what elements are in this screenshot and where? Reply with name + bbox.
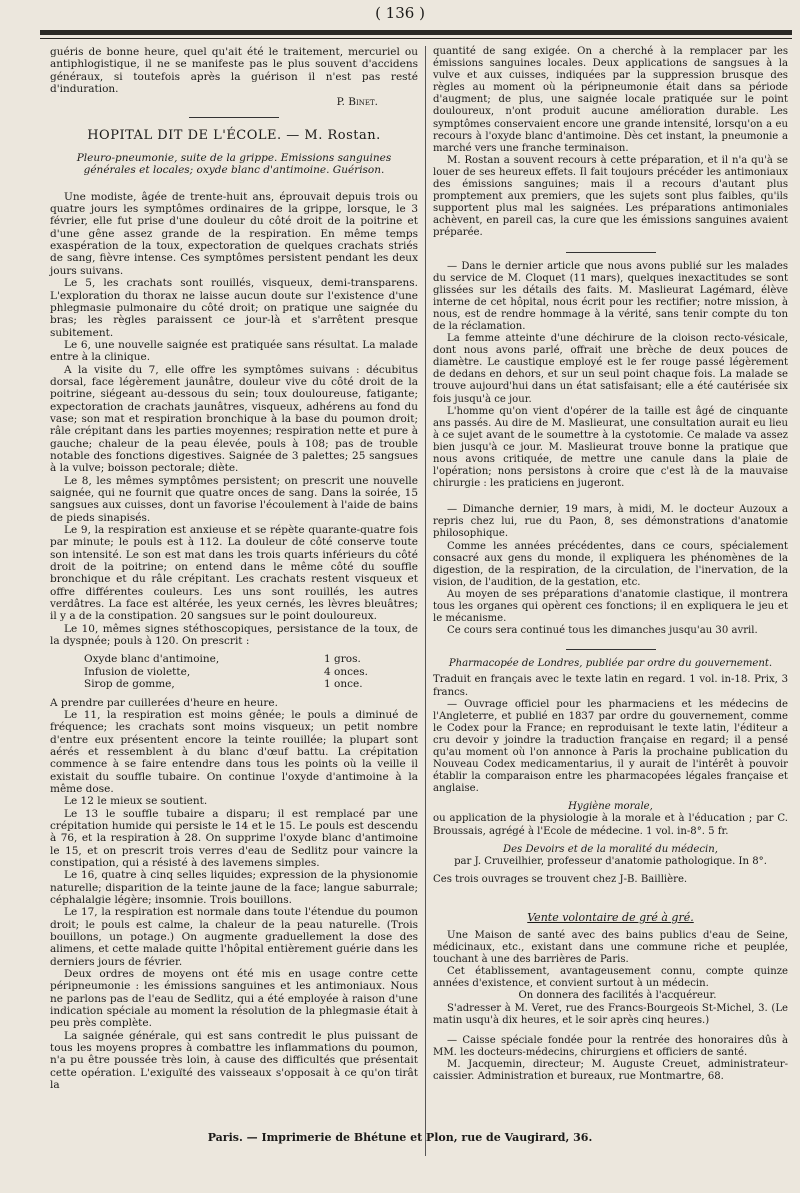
news-paragraph: — Dimanche dernier, 19 mars, à midi, M. le docteur Auzoux a repris chez lui, rue du Paon, 8, ses démonstrations d'anatomie philosophique. [433, 504, 788, 540]
printer-footer: Paris. — Imprimerie de Bhétune et Plon, rue de Vaugirard, 36. [207, 1131, 593, 1144]
drug-name: Sirop de gomme, [84, 678, 175, 691]
case-title: Pleuro-pneumonie, suite de la grippe. Emissions sanguines générales et locales; oxyde blanc d'antimoine. Guérison. [76, 152, 392, 177]
case-paragraph: La saignée générale, qui est sans contredit le plus puissant de tous les moyens propres à combattre les inflammations du poumon, n'a pu être poussée très loin, à cause des difficultés que présentait cette opération. L'exiguïté des vaisseaux s'opposait à ce qu'on tirât la [50, 1029, 418, 1092]
prescription-row [84, 678, 384, 690]
case-paragraph: Le 10, mêmes signes stéthoscopiques, persistance de la toux, de la dyspnée; pouls à 120. On prescrit : [50, 622, 418, 648]
case-paragraph: A prendre par cuillerées d'heure en heure. [50, 696, 278, 709]
header-rule-thick [40, 30, 792, 35]
pharmacopee-paragraph: Traduit en français avec le texte latin en regard. 1 vol. in-18. Prix, 3 francs. [433, 674, 788, 698]
caisse-paragraph: — Caisse spéciale fondée pour la rentrée des honoraires dûs à MM. les docteurs-médecins, chirurgiens et officiers de santé. [433, 1034, 788, 1058]
drug-dose: 1 once. [324, 678, 363, 691]
page-number: ( 136 ) [375, 4, 425, 22]
drug-dose: 4 onces. [324, 665, 368, 678]
case-paragraph: Le 6, une nouvelle saignée est pratiquée sans résultat. La malade entre à la clinique. [50, 338, 418, 364]
case-paragraph: Le 12 le mieux se soutient. [64, 795, 208, 808]
separator-rule [189, 117, 279, 118]
intro-paragraph: guéris de bonne heure, quel qu'ait été le traitement, mercuriel ou antiphlogistique, il ne se manifeste pas le plus souvent d'accidens généraux, si toutefois après la guérison il n'est pas resté d'induration. [50, 46, 418, 96]
prescription-table [84, 653, 384, 690]
case-paragraph: Le 8, les mêmes symptômes persistent; on prescrit une nouvelle saignée, qui ne fournit que quatre onces de sang. Dans la soirée, 15 sangsues aux cuisses, dont un favorise l'écoulement à l'aide de bains de pieds sinapisés. [50, 474, 418, 524]
case-paragraph: Une modiste, âgée de trente-huit ans, éprouvait depuis trois ou quatre jours les symptômes ordinaires de la grippe, lorsque, le 3 février, elle fut prise d'une douleur du côté droit de la poitrine et d'une gêne assez grande de la respiration. En même temps exaspération de la toux, expectoration de quelques crachats striés de sang, fièvre intense. Ces symptômes persistent pendant les deux jours suivans. [50, 190, 418, 277]
sale-heading: Vente volontaire de gré à gré. [527, 910, 694, 924]
column-divider [425, 46, 426, 1156]
sale-paragraph: Une Maison de santé avec des bains publics d'eau de Seine, médicinaux, etc., existant dans une commune riche et peuplée, touchant à une des barrières de Paris. [433, 930, 788, 966]
publisher-note: Ces trois ouvrages se trouvent chez J-B. Baillière. [433, 873, 688, 885]
case-paragraph: Le 17, la respiration est normale dans toute l'étendue du poumon droit; le pouls est calme, la chaleur de la peau naturelle. (Trois bouillons, un potage.) On augmente graduellement la dose des alimens, et cette malade quitte l'hôpital entièrement guérie dans les derniers jours de février. [50, 906, 418, 968]
case-paragraph: Le 13 le souffle tubaire a disparu; il est remplacé par une crépitation humide qui persiste le 14 et le 15. Le pouls est descendu à 76, et la respiration à 28. On supprime l'oxyde blanc d'antimoine le 15, et on prescrit trois verres d'eau de Sedlitz pour vaincre la constipation, qui a résisté à des lavemens simples. [50, 807, 418, 869]
case-paragraph: A la visite du 7, elle offre les symptômes suivans : décubitus dorsal, face légèrement jaunâtre, douleur vive du côté droit de la poitrine, siégeant au-dessous du sein; toux douloureuse, fatigante; expectoration de crachats jaunâtres, visqueux, adhérens au fond du vase; son mat et respiration bronchique à la base du poumon droit; râle crépitant dans les parties moyennes; respiration nette et pure à gauche; chaleur de la peau élevée, pouls à 108; pas de trouble notable des fonctions digestives. Saignée de 3 palettes; 25 sangsues à la vulve; boisson pectorale; diète. [50, 363, 418, 475]
continuation-paragraph: quantité de sang exigée. On a cherché à la remplacer par les émissions sanguines locales. Deux applications de sangsues à la vulve et aux cuisses, indiquées par la suppression brusque des règles au moment où la péripneumonie était dans sa période d'augment; de plus, une saignée locale pratiquée sur le point douloureux, n'ont produit aucune amélioration durable. Les symptômes conservaient encore une grande intensité, lorsqu'on a eu recours à l'oxyde blanc d'antimoine. Dès cet instant, la pneumonie a marché vers une franche terminaison. [433, 46, 788, 154]
prescription-row [84, 653, 384, 665]
news-paragraph: Comme les années précédentes, dans ce cours, spécialement consacré aux gens du monde, il expliquera les phénomènes de la digestion, de la respiration, de la circulation, de l'inervation, de la vision, de l'audition, de la gestation, etc. [433, 540, 788, 588]
sale-paragraph: S'adresser à M. Veret, rue des Francs-Bourgeois St-Michel, 3. (Le matin usqu'à dix heures, et le soir après cinq heures.) [433, 1002, 788, 1026]
case-paragraph: Le 11, la respiration est moins gênée; le pouls a diminué de fréquence; les crachats sont moins visqueux; un petit nombre d'entre eux présentent encore la teinte rouillée; la plupart sont aérés et ressemblent à du blanc d'œuf battu. La crépitation commence à se faire entendre dans tous les points où la veille il existait du souffle tubaire. On continue l'oxyde d'antimoine à la même dose. [50, 708, 418, 795]
hygiene-title: Hygiène morale, [568, 801, 653, 813]
news-paragraph: Ce cours sera continué tous les dimanches jusqu'au 30 avril. [447, 625, 758, 637]
caisse-paragraph: M. Jacquemin, directeur; M. Auguste Creuet, administrateur-caissier. Administration et bureaux, rue Montmartre, 68. [433, 1058, 788, 1083]
separator-rule [566, 252, 656, 253]
case-paragraph: Deux ordres de moyens ont été mis en usage contre cette péripneumonie : les émissions sanguines et les antimoniaux. Nous ne parlons pas de l'eau de Sedlitz, qui a été employée à raison d'une indication spéciale au moment la résolution de la phlegmasie était à peu près complète. [50, 968, 418, 1030]
news-paragraph: La femme atteinte d'une déchirure de la cloison recto-vésicale, dont nous avons parlé, offrait une brèche de deux pouces de diamètre. Le caustique employé est le fer rouge passé légèrement de dedans en dehors, et sur un seul point chaque fois. La malade se trouve aujourd'hui dans un état satisfaisant; elle a été cautérisée six fois jusqu'à ce jour. [433, 333, 788, 405]
drug-name: Oxyde blanc d'antimoine, [84, 653, 220, 666]
case-paragraph: Le 9, la respiration est anxieuse et se répète quarante-quatre fois par minute; le pouls est à 112. La douleur de côté conserve toute son intensité. Le son est mat dans les trois quarts inférieurs du côté droit de la poitrine; on entend dans le même côté du souffle bronchique et du râle crépitant. Les crachats restent visqueux et offre différentes couleurs. Les uns sont rouillés, les autres verdâtres. La face est altérée, les yeux cernés, les lèvres bleuâtres; il y a de la constipation. 20 sangsues sur le point douloureux. [50, 524, 418, 623]
right-column [433, 46, 788, 1083]
sale-paragraph: Cet établissement, avantageusement connu, compte quinze années d'existence, et convient surtout à un médecin. [433, 966, 788, 990]
news-paragraph: — Dans le dernier article que nous avons publié sur les malades du service de M. Cloquet (11 mars), quelques inexactitudes se sont glissées sur les détails des faits. M. Maslieurat Lagémard, élève interne de cet hôpital, nous écrit pour les rectifier; notre mission, à nous, est de rendre hommage à la vérité, sans tenir compte du ton de la réclamation. [433, 260, 788, 332]
case-paragraph: Le 5, les crachats sont rouillés, visqueux, demi-transparens. L'exploration du thorax ne laisse aucun doute sur l'existence d'une phlegmasie pulmonaire du côté droit; on pratique une saignée du bras; les règles paraissent ce jour-là et s'arrêtent presque subitement. [50, 277, 418, 339]
devoirs-title: Des Devoirs et de la moralité du médecin, [502, 843, 718, 855]
continuation-paragraph: M. Rostan a souvent recours à cette préparation, et il n'a qu'à se louer de ses heureux effets. Il fait toujours précéder les antimoniaux des émissions sanguines; mais il a recours d'autant plus promptement aux premiers, que les sujets sont plus faibles, qu'ils supportent plus mal les saignées. Les préparations antimoniales achèvent, en pareil cas, la cure que les émissions sanguines avaient préparée. [433, 154, 788, 239]
author-signature: P. Binet. [336, 96, 378, 109]
header-rule-thin [40, 38, 792, 39]
hygiene-description: ou application de la physiologie à la morale et à l'éducation ; par C. Broussais, agrégé à l'Ecole de médecine. 1 vol. in-8°. 5 fr. [433, 813, 788, 837]
pharmacopee-title: Pharmacopée de Londres, publiée par ordre du gouvernement. [448, 658, 773, 670]
drug-name: Infusion de violette, [84, 665, 191, 678]
news-paragraph: Au moyen de ses préparations d'anatomie clastique, il montrera tous les organes qui opèrent ces fonctions; il en expliquera le jeu et le mécanisme. [433, 588, 788, 625]
separator-rule [566, 649, 656, 650]
pharmacopee-paragraph: — Ouvrage officiel pour les pharmaciens et les médecins de l'Angleterre, et publié en 1837 par ordre du gouvernement, comme le Codex pour la France; en reproduisant le texte latin, l'éditeur a cru devoir y joindre la traduction française en regard; il a pensé qu'au moment où l'on annonce à Paris la prochaine publication du Nouveau Codex medicamentarius, il y aurait de l'intérêt à pouvoir établir la comparaison entre les pharmacopées légales française et anglaise. [433, 698, 788, 795]
news-paragraph: L'homme qu'on vient d'opérer de la taille est âgé de cinquante ans passés. Au dire de M. Maslieurat, une consultation aurait eu lieu à ce sujet avant de le soumettre à la cystotomie. Ce malade va assez bien jusqu'à ce jour. M. Maslieurat trouve bonne la pratique que nous avons critiquée, de mettre une canule dans la plaie de l'opération; nons persistons à croire que c'est là de la mauvaise chirurgie : les praticiens en jugeront. [433, 405, 788, 490]
case-paragraph: Le 16, quatre à cinq selles liquides; expression de la physionomie naturelle; disparition de la teinte jaune de la face; langue saburrale; céphalalgie légère; insomnie. Trois bouillons. [50, 869, 418, 906]
prescription-row [84, 666, 384, 678]
left-column [50, 46, 418, 1092]
hospital-heading: HOPITAL DIT DE L'ÉCOLE. — M. Rostan. [87, 127, 381, 143]
drug-dose: 1 gros. [324, 653, 361, 666]
sale-paragraph: On donnera des facilités à l'acquéreur. [518, 990, 717, 1002]
devoirs-author: par J. Cruveilhier, professeur d'anatomie pathologique. In 8°. [454, 855, 767, 867]
